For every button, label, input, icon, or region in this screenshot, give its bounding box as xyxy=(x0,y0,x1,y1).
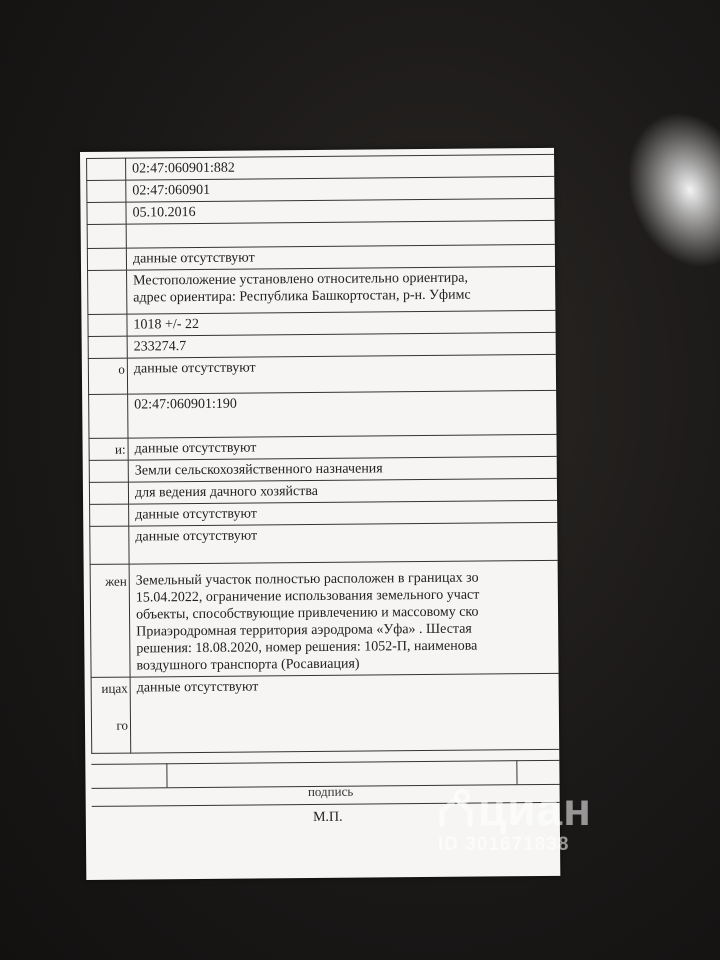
area-value: 1018 +/- 22 xyxy=(127,310,557,336)
row-label xyxy=(87,202,126,224)
row-label xyxy=(88,336,127,358)
watermark-id: ID 301671838 xyxy=(438,833,570,855)
row-label xyxy=(91,677,131,753)
restriction-line: Приаэродромная территория аэродрома «Уфа» . Шестая xyxy=(136,621,472,640)
row-label xyxy=(88,314,127,336)
row-value: данные отсутствуют xyxy=(130,673,560,753)
stamp-label: М.П. xyxy=(312,809,343,825)
registration-date: 05.10.2016 xyxy=(126,198,556,224)
row-label xyxy=(89,482,128,504)
row-label xyxy=(89,394,128,438)
row-label-line: ицах xyxy=(101,680,128,696)
location-text xyxy=(127,266,557,314)
restriction-line: решения: 18.08.2020, номер решения: 1052-П, наименова xyxy=(136,638,478,657)
signature-label: подпись xyxy=(307,783,354,800)
quarter-number: 02:47:060901 xyxy=(126,176,556,202)
table-row xyxy=(89,390,558,438)
row-value: данные отсутствуют xyxy=(129,522,559,564)
document-sheet xyxy=(80,148,560,880)
restriction-line: объекты, способствующие привлечению и массовому ско xyxy=(135,604,479,623)
row-value: данные отсутствуют xyxy=(127,354,557,394)
cadastral-value: 233274.7 xyxy=(127,332,557,358)
land-category: Земли сельскохозяйственного назначения xyxy=(128,456,558,482)
row-label xyxy=(90,526,129,564)
row-label-line: го xyxy=(116,717,129,733)
location-line: Местоположение установлено относительно ориентира, xyxy=(133,270,469,289)
light-glare xyxy=(606,94,720,285)
table-row xyxy=(91,673,560,753)
cadastral-number: 02:47:060901:882 xyxy=(126,154,556,180)
permitted-use: для ведения дачного хозяйства xyxy=(128,478,558,504)
row-label xyxy=(87,224,126,248)
parent-cadastral-number: 02:47:060901:190 xyxy=(128,390,558,438)
table-row xyxy=(88,266,557,314)
location-line: адрес ориентира: Республика Башкортостан, р-н. Уфимс xyxy=(133,287,471,306)
row-value: данные отсутствуют xyxy=(128,434,558,460)
row-label xyxy=(87,158,126,180)
row-label xyxy=(90,504,129,526)
row-label: о xyxy=(88,358,127,394)
row-label xyxy=(88,270,127,314)
property-table xyxy=(86,154,560,754)
signature-cell xyxy=(91,763,167,788)
watermark-logo xyxy=(438,782,592,840)
restriction-line: Земельный участок полностью расположен в границах зо xyxy=(135,570,479,589)
watermark xyxy=(438,782,592,856)
house-icon xyxy=(438,786,474,840)
row-value: данные отсутствуют xyxy=(126,244,556,270)
row-value: данные отсутствуют xyxy=(129,500,559,526)
row-label: жен xyxy=(90,564,130,677)
table-row xyxy=(90,560,560,677)
row-label xyxy=(87,180,126,202)
row-label: и: xyxy=(89,438,128,460)
restriction-line: 15.04.2022, ограничение использования земельного участ xyxy=(135,587,480,606)
watermark-logo-text: циан xyxy=(478,783,592,835)
table-row xyxy=(90,522,559,564)
table-row xyxy=(88,354,557,394)
restriction-line: воздушного транспорта (Росавиация) xyxy=(136,656,360,674)
row-label xyxy=(87,248,126,270)
row-label xyxy=(89,460,128,482)
restrictions-text xyxy=(129,560,560,677)
